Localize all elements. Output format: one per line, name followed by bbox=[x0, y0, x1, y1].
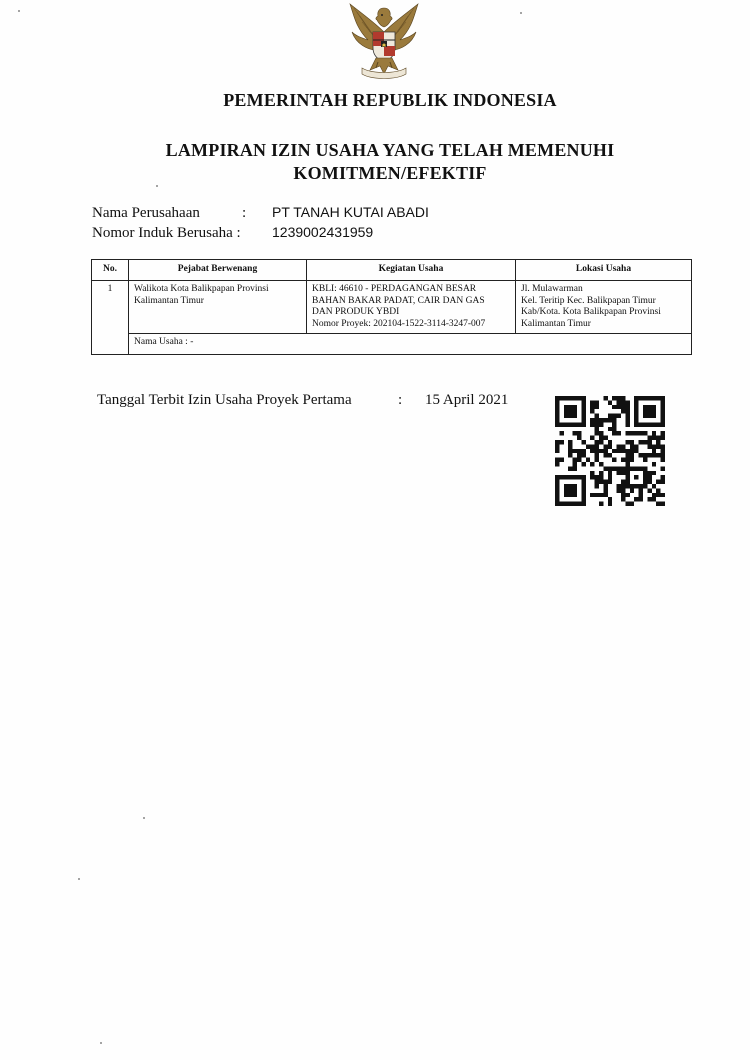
qr-module bbox=[625, 453, 629, 457]
qr-module bbox=[590, 444, 594, 448]
qr-module bbox=[608, 414, 612, 418]
qr-module bbox=[621, 405, 625, 409]
qr-module bbox=[652, 471, 656, 475]
qr-module bbox=[625, 502, 629, 506]
qr-module bbox=[603, 449, 607, 453]
qr-module bbox=[568, 449, 572, 453]
izin-usaha-table bbox=[91, 259, 692, 355]
qr-module bbox=[661, 431, 665, 435]
qr-module bbox=[621, 488, 625, 492]
qr-module bbox=[590, 409, 594, 413]
qr-module bbox=[647, 471, 651, 475]
qr-module bbox=[612, 427, 616, 431]
tanggal-separator: : bbox=[398, 392, 403, 408]
qr-module bbox=[573, 466, 577, 470]
qr-module bbox=[559, 458, 563, 462]
qr-module bbox=[595, 493, 599, 497]
qr-module bbox=[652, 462, 656, 466]
pejabat-line: Kalimantan Timur bbox=[134, 295, 204, 306]
qr-module bbox=[634, 431, 638, 435]
qr-module bbox=[630, 458, 634, 462]
row-number: 1 bbox=[92, 281, 129, 355]
qr-module bbox=[661, 480, 665, 484]
qr-module bbox=[595, 405, 599, 409]
qr-module bbox=[599, 440, 603, 444]
qr-code-icon bbox=[555, 396, 665, 506]
qr-module bbox=[656, 488, 660, 492]
qr-module bbox=[595, 418, 599, 422]
qr-module bbox=[625, 440, 629, 444]
qr-module bbox=[586, 444, 590, 448]
qr-module bbox=[595, 422, 599, 426]
qr-module bbox=[630, 444, 634, 448]
nib-row bbox=[92, 224, 373, 242]
qr-module bbox=[555, 440, 559, 444]
qr-module bbox=[608, 497, 612, 501]
lokasi-line: Kalimantan Timur bbox=[521, 318, 591, 329]
qr-module bbox=[590, 462, 594, 466]
qr-module bbox=[599, 480, 603, 484]
row-pejabat bbox=[129, 281, 307, 334]
qr-module bbox=[577, 436, 581, 440]
qr-module bbox=[612, 418, 616, 422]
qr-module bbox=[608, 480, 612, 484]
qr-module bbox=[568, 453, 572, 457]
qr-module bbox=[603, 453, 607, 457]
qr-module bbox=[647, 475, 651, 479]
qr-module bbox=[617, 405, 621, 409]
qr-module bbox=[595, 484, 599, 488]
qr-module bbox=[612, 396, 616, 400]
row-lokasi bbox=[516, 281, 692, 334]
qr-module bbox=[595, 400, 599, 404]
qr-module bbox=[625, 493, 629, 497]
qr-module bbox=[603, 493, 607, 497]
scan-speck bbox=[143, 817, 145, 819]
qr-module bbox=[625, 409, 629, 413]
qr-module bbox=[617, 449, 621, 453]
table-header-row bbox=[92, 260, 692, 281]
company-name-separator: : bbox=[242, 205, 247, 221]
qr-module bbox=[590, 475, 594, 479]
qr-module bbox=[652, 449, 656, 453]
qr-module bbox=[608, 400, 612, 404]
table-row bbox=[92, 281, 692, 334]
qr-module bbox=[621, 497, 625, 501]
qr-module bbox=[621, 396, 625, 400]
qr-module bbox=[617, 414, 621, 418]
scan-speck bbox=[78, 878, 80, 880]
qr-module bbox=[599, 422, 603, 426]
lokasi-line: Jl. Mulawarman bbox=[521, 284, 583, 294]
qr-module bbox=[661, 449, 665, 453]
qr-module bbox=[595, 458, 599, 462]
qr-module bbox=[656, 453, 660, 457]
kegiatan-line: BAHAN BAKAR PADAT, CAIR DAN GAS bbox=[312, 295, 485, 306]
qr-module bbox=[647, 436, 651, 440]
qr-module bbox=[590, 405, 594, 409]
qr-module bbox=[612, 422, 616, 426]
qr-module bbox=[630, 502, 634, 506]
qr-module bbox=[630, 488, 634, 492]
kegiatan-line: KBLI: 46610 - PERDAGANGAN BESAR bbox=[312, 284, 477, 294]
qr-module bbox=[630, 440, 634, 444]
qr-module bbox=[595, 449, 599, 453]
qr-module bbox=[625, 414, 629, 418]
qr-module bbox=[656, 502, 660, 506]
qr-module bbox=[643, 440, 647, 444]
qr-module bbox=[586, 458, 590, 462]
qr-module bbox=[603, 444, 607, 448]
qr-module bbox=[647, 480, 651, 484]
tanggal-terbit-value: 15 April 2021 bbox=[425, 392, 509, 408]
qr-module bbox=[639, 497, 643, 501]
qr-module bbox=[577, 453, 581, 457]
qr-module bbox=[661, 453, 665, 457]
qr-module bbox=[652, 453, 656, 457]
qr-module bbox=[595, 414, 599, 418]
qr-module bbox=[621, 458, 625, 462]
qr-module bbox=[612, 405, 616, 409]
nama-usaha: Nama Usaha : - bbox=[129, 334, 692, 355]
qr-module bbox=[559, 431, 563, 435]
qr-module bbox=[568, 440, 572, 444]
tanggal-terbit-label: Tanggal Terbit Izin Usaha Proyek Pertama bbox=[97, 392, 352, 408]
qr-module bbox=[625, 431, 629, 435]
qr-module bbox=[595, 431, 599, 435]
qr-module bbox=[564, 484, 577, 497]
pejabat-line: Walikota Kota Balikpapan Provinsi bbox=[134, 284, 269, 294]
qr-module bbox=[661, 493, 665, 497]
qr-module bbox=[625, 418, 629, 422]
qr-module bbox=[603, 480, 607, 484]
qr-module bbox=[573, 449, 577, 453]
qr-module bbox=[577, 431, 581, 435]
qr-module bbox=[595, 427, 599, 431]
qr-module bbox=[652, 444, 656, 448]
qr-module bbox=[599, 471, 603, 475]
qr-module bbox=[603, 418, 607, 422]
qr-module bbox=[621, 449, 625, 453]
qr-module bbox=[643, 405, 656, 418]
qr-module bbox=[656, 480, 660, 484]
qr-module bbox=[599, 431, 603, 435]
qr-module bbox=[634, 475, 638, 479]
nib-value: 1239002431959 bbox=[272, 224, 374, 240]
row-kegiatan bbox=[307, 281, 516, 334]
qr-module bbox=[595, 453, 599, 457]
qr-module bbox=[599, 449, 603, 453]
qr-module bbox=[661, 466, 665, 470]
qr-module bbox=[595, 444, 599, 448]
qr-module bbox=[652, 431, 656, 435]
qr-module bbox=[590, 436, 594, 440]
header-no: No. bbox=[92, 260, 129, 281]
qr-module bbox=[617, 488, 621, 492]
qr-module bbox=[603, 396, 607, 400]
qr-module bbox=[573, 462, 577, 466]
scan-speck bbox=[18, 10, 20, 12]
qr-module bbox=[603, 466, 607, 470]
qr-module bbox=[634, 444, 638, 448]
qr-module bbox=[656, 493, 660, 497]
qr-module bbox=[555, 462, 559, 466]
qr-module bbox=[647, 440, 651, 444]
qr-module bbox=[608, 440, 612, 444]
qr-module bbox=[590, 449, 594, 453]
nib-label: Nomor Induk Berusaha : bbox=[92, 225, 241, 241]
qr-module bbox=[639, 431, 643, 435]
qr-module bbox=[621, 471, 625, 475]
qr-module bbox=[639, 440, 643, 444]
qr-module bbox=[599, 462, 603, 466]
qr-module bbox=[630, 449, 634, 453]
qr-module bbox=[559, 440, 563, 444]
qr-module bbox=[581, 462, 585, 466]
qr-module bbox=[608, 502, 612, 506]
qr-module bbox=[603, 488, 607, 492]
qr-module bbox=[568, 444, 572, 448]
qr-module bbox=[612, 449, 616, 453]
qr-module bbox=[581, 440, 585, 444]
qr-module bbox=[625, 422, 629, 426]
qr-module bbox=[612, 431, 616, 435]
scan-speck bbox=[100, 1042, 102, 1044]
qr-module bbox=[656, 440, 660, 444]
nama-usaha-row bbox=[92, 334, 692, 355]
qr-module bbox=[599, 475, 603, 479]
qr-module bbox=[617, 431, 621, 435]
qr-module bbox=[608, 427, 612, 431]
qr-module bbox=[595, 440, 599, 444]
qr-module bbox=[621, 466, 625, 470]
qr-module bbox=[639, 453, 643, 457]
qr-module bbox=[647, 453, 651, 457]
qr-module bbox=[555, 449, 559, 453]
lokasi-line: Kab/Kota. Kota Balikpapan Provinsi bbox=[521, 307, 661, 317]
qr-module bbox=[577, 449, 581, 453]
qr-module bbox=[595, 480, 599, 484]
qr-module bbox=[643, 431, 647, 435]
qr-module bbox=[643, 458, 647, 462]
qr-module bbox=[621, 480, 625, 484]
qr-module bbox=[625, 405, 629, 409]
qr-module bbox=[630, 431, 634, 435]
qr-module bbox=[581, 449, 585, 453]
qr-module bbox=[612, 466, 616, 470]
qr-module bbox=[617, 471, 621, 475]
qr-module bbox=[617, 444, 621, 448]
qr-module bbox=[617, 400, 621, 404]
qr-module bbox=[621, 444, 625, 448]
qr-module bbox=[608, 475, 612, 479]
qr-module bbox=[621, 409, 625, 413]
qr-module bbox=[647, 497, 651, 501]
qr-module bbox=[617, 396, 621, 400]
qr-module bbox=[608, 471, 612, 475]
company-name-label: Nama Perusahaan bbox=[92, 205, 200, 221]
qr-module bbox=[661, 458, 665, 462]
qr-module bbox=[652, 493, 656, 497]
qr-module bbox=[599, 493, 603, 497]
qr-module bbox=[608, 466, 612, 470]
government-title: PEMERINTAH REPUBLIK INDONESIA bbox=[223, 90, 557, 110]
qr-module bbox=[634, 449, 638, 453]
qr-module bbox=[634, 497, 638, 501]
qr-module bbox=[577, 458, 581, 462]
qr-module bbox=[652, 497, 656, 501]
qr-module bbox=[661, 436, 665, 440]
qr-module bbox=[573, 431, 577, 435]
qr-module bbox=[573, 458, 577, 462]
scan-speck bbox=[520, 12, 522, 14]
qr-module bbox=[625, 462, 629, 466]
qr-module bbox=[590, 400, 594, 404]
qr-module bbox=[621, 493, 625, 497]
qr-module bbox=[595, 475, 599, 479]
lokasi-line: Kel. Teritip Kec. Balikpapan Timur bbox=[521, 295, 656, 306]
qr-module bbox=[603, 436, 607, 440]
qr-module bbox=[639, 493, 643, 497]
company-name-row bbox=[92, 204, 429, 222]
nomor-proyek: Nomor Proyek: 202104-1522-3114-3247-007 bbox=[312, 318, 486, 329]
qr-module bbox=[608, 453, 612, 457]
qr-module bbox=[621, 484, 625, 488]
qr-module bbox=[590, 471, 594, 475]
qr-module bbox=[599, 436, 603, 440]
header-lokasi: Lokasi Usaha bbox=[516, 260, 692, 281]
header-pejabat: Pejabat Berwenang bbox=[129, 260, 307, 281]
qr-module bbox=[555, 458, 559, 462]
document-title-line1: LAMPIRAN IZIN USAHA YANG TELAH MEMENUHI bbox=[165, 140, 615, 160]
qr-module bbox=[612, 458, 616, 462]
qr-module bbox=[612, 414, 616, 418]
qr-module bbox=[647, 444, 651, 448]
header-kegiatan: Kegiatan Usaha bbox=[307, 260, 516, 281]
qr-module bbox=[625, 400, 629, 404]
qr-module bbox=[599, 502, 603, 506]
qr-module bbox=[652, 436, 656, 440]
qr-module bbox=[599, 418, 603, 422]
qr-module bbox=[603, 484, 607, 488]
qr-module bbox=[661, 444, 665, 448]
qr-module bbox=[656, 444, 660, 448]
qr-module bbox=[564, 405, 577, 418]
qr-module bbox=[652, 484, 656, 488]
qr-module bbox=[656, 436, 660, 440]
qr-module bbox=[643, 453, 647, 457]
company-name-value: PT TANAH KUTAI ABADI bbox=[272, 204, 429, 220]
qr-module bbox=[608, 418, 612, 422]
qr-module bbox=[608, 444, 612, 448]
qr-module bbox=[581, 453, 585, 457]
kegiatan-line: DAN PRODUK YBDI bbox=[312, 307, 400, 317]
qr-module bbox=[617, 466, 621, 470]
qr-module bbox=[568, 466, 572, 470]
qr-module bbox=[661, 475, 665, 479]
qr-module bbox=[630, 453, 634, 457]
qr-module bbox=[555, 444, 559, 448]
qr-module bbox=[625, 449, 629, 453]
qr-module bbox=[590, 418, 594, 422]
scan-speck bbox=[156, 185, 158, 187]
qr-module bbox=[617, 484, 621, 488]
qr-module bbox=[621, 400, 625, 404]
qr-module bbox=[590, 422, 594, 426]
garuda-emblem-icon bbox=[346, 2, 422, 80]
document-title-line2: KOMITMEN/EFEKTIF bbox=[293, 163, 487, 183]
qr-module bbox=[661, 502, 665, 506]
qr-module bbox=[647, 488, 651, 492]
qr-module bbox=[625, 458, 629, 462]
qr-module bbox=[639, 488, 643, 492]
qr-module bbox=[590, 493, 594, 497]
